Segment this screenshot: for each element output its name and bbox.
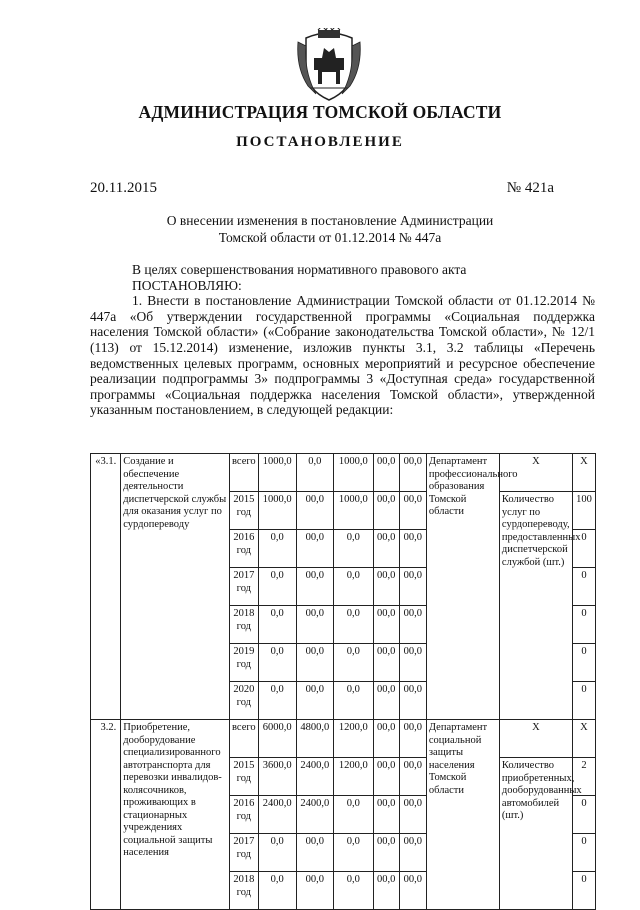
total-amount-cell: 0,0 — [258, 530, 296, 568]
local-amount-cell: 00,0 — [373, 530, 399, 568]
year-cell: 2018 год — [229, 872, 258, 910]
target-value-cell: 0 — [572, 682, 595, 720]
year-cell: 2015 год — [229, 492, 258, 530]
body-intro: В целях совершенствования нормативного правового акта — [132, 262, 467, 277]
block1-indicator-name: Количество услуг по сурдопереводу, предоставленных диспетчерской службой (шт.) — [499, 492, 572, 720]
federal-amount-cell: 4800,0 — [296, 720, 334, 758]
block2-item-number: 3.2. — [91, 720, 121, 910]
doc-number: № 421а — [506, 180, 554, 196]
target-value-cell: 100 — [572, 492, 595, 530]
total-amount-cell: 3600,0 — [258, 758, 296, 796]
year-cell: 2020 год — [229, 682, 258, 720]
total-amount-cell: 1000,0 — [258, 492, 296, 530]
target-value-cell: 0 — [572, 568, 595, 606]
local-amount-cell: 00,0 — [373, 644, 399, 682]
regional-amount-cell: 1200,0 — [334, 720, 374, 758]
other-amount-cell: 00,0 — [399, 720, 426, 758]
year-cell: 2017 год — [229, 834, 258, 872]
local-amount-cell: 00,0 — [373, 872, 399, 910]
regional-amount-cell: 0,0 — [334, 568, 374, 606]
year-cell: всего — [229, 720, 258, 758]
doc-subject — [120, 212, 540, 246]
total-amount-cell: 1000,0 — [258, 454, 296, 492]
local-amount-cell: 00,0 — [373, 606, 399, 644]
regional-amount-cell: 0,0 — [334, 796, 374, 834]
block2-indicator-name: Количество приобретенных, дооборудованных автомобилей (шт.) — [499, 758, 572, 910]
other-amount-cell: 00,0 — [399, 644, 426, 682]
regional-amount-cell: 0,0 — [334, 834, 374, 872]
local-amount-cell: 00,0 — [373, 492, 399, 530]
subject-line-1: О внесении изменения в постановление Администрации — [166, 213, 494, 228]
block1-indicator-header: Х — [499, 454, 572, 492]
regional-amount-cell: 0,0 — [334, 530, 374, 568]
table-row — [91, 720, 596, 758]
coat-of-arms-emblem — [296, 28, 362, 102]
federal-amount-cell: 00,0 — [296, 872, 334, 910]
federal-amount-cell: 2400,0 — [296, 796, 334, 834]
doc-body — [90, 262, 595, 418]
table-row — [91, 454, 596, 492]
block2-item-name: Приобретение, дооборудование специализированного автотранспорта для перевозки инвалидов-колясочников, проживающих в стационарных учреждениях социальной защиты населения — [121, 720, 230, 910]
other-amount-cell: 00,0 — [399, 872, 426, 910]
year-cell: 2016 год — [229, 530, 258, 568]
regional-amount-cell: 0,0 — [334, 644, 374, 682]
local-amount-cell: 00,0 — [373, 796, 399, 834]
federal-amount-cell: 00,0 — [296, 530, 334, 568]
year-cell: 2016 год — [229, 796, 258, 834]
target-value-cell: 0 — [572, 644, 595, 682]
year-cell: 2019 год — [229, 644, 258, 682]
other-amount-cell: 00,0 — [399, 834, 426, 872]
target-value-cell: 0 — [572, 530, 595, 568]
local-amount-cell: 00,0 — [373, 454, 399, 492]
doc-type-heading: ПОСТАНОВЛЕНИЕ — [236, 134, 404, 150]
year-cell: 2017 год — [229, 568, 258, 606]
regional-amount-cell: 0,0 — [334, 682, 374, 720]
subject-line-2: Томской области от 01.12.2014 № 447а — [218, 230, 442, 245]
block1-item-name: Создание и обеспечение деятельности диспетчерской службы для оказания услуг по сурдопереводу — [121, 454, 230, 720]
block2-indicator-header: Х — [499, 720, 572, 758]
org-title: АДМИНИСТРАЦИЯ ТОМСКОЙ ОБЛАСТИ — [138, 102, 502, 122]
local-amount-cell: 00,0 — [373, 834, 399, 872]
regional-amount-cell: 0,0 — [334, 606, 374, 644]
other-amount-cell: 00,0 — [399, 758, 426, 796]
federal-amount-cell: 00,0 — [296, 492, 334, 530]
local-amount-cell: 00,0 — [373, 682, 399, 720]
federal-amount-cell: 00,0 — [296, 682, 334, 720]
body-resolve: ПОСТАНОВЛЯЮ: — [132, 277, 242, 293]
block1-executor: Департамент профессионального образования Томской области — [426, 454, 499, 720]
total-amount-cell: 0,0 — [258, 568, 296, 606]
block2-executor: Департамент социальной защиты населения Томской области — [426, 720, 499, 910]
other-amount-cell: 00,0 — [399, 796, 426, 834]
target-value-cell: 0 — [572, 796, 595, 834]
federal-amount-cell: 0,0 — [296, 454, 334, 492]
total-amount-cell: 0,0 — [258, 872, 296, 910]
local-amount-cell: 00,0 — [373, 568, 399, 606]
federal-amount-cell: 00,0 — [296, 644, 334, 682]
other-amount-cell: 00,0 — [399, 492, 426, 530]
regional-amount-cell: 1000,0 — [334, 492, 374, 530]
target-value-cell: Х — [572, 720, 595, 758]
total-amount-cell: 2400,0 — [258, 796, 296, 834]
doc-date: 20.11.2015 — [90, 180, 157, 196]
target-value-cell: 0 — [572, 834, 595, 872]
year-cell: 2015 год — [229, 758, 258, 796]
regional-amount-cell: 1200,0 — [334, 758, 374, 796]
block1-item-number: «3.1. — [91, 454, 121, 720]
total-amount-cell: 0,0 — [258, 606, 296, 644]
total-amount-cell: 0,0 — [258, 834, 296, 872]
federal-amount-cell: 00,0 — [296, 834, 334, 872]
target-value-cell: 2 — [572, 758, 595, 796]
programs-table — [90, 453, 596, 910]
target-value-cell: 0 — [572, 606, 595, 644]
regional-amount-cell: 1000,0 — [334, 454, 374, 492]
total-amount-cell: 6000,0 — [258, 720, 296, 758]
local-amount-cell: 00,0 — [373, 758, 399, 796]
year-cell: 2018 год — [229, 606, 258, 644]
federal-amount-cell: 00,0 — [296, 606, 334, 644]
other-amount-cell: 00,0 — [399, 530, 426, 568]
year-cell: всего — [229, 454, 258, 492]
coat-of-arms-icon — [296, 28, 362, 102]
other-amount-cell: 00,0 — [399, 682, 426, 720]
federal-amount-cell: 00,0 — [296, 568, 334, 606]
local-amount-cell: 00,0 — [373, 720, 399, 758]
other-amount-cell: 00,0 — [399, 454, 426, 492]
other-amount-cell: 00,0 — [399, 568, 426, 606]
regional-amount-cell: 0,0 — [334, 872, 374, 910]
target-value-cell: 0 — [572, 872, 595, 910]
total-amount-cell: 0,0 — [258, 682, 296, 720]
other-amount-cell: 00,0 — [399, 606, 426, 644]
total-amount-cell: 0,0 — [258, 644, 296, 682]
body-item-1: 1. Внести в постановление Администрации Томской области от 01.12.2014 № 447а «Об утверждении государственной программы «Социальная поддержка населения Томской области» («Собрание законодательства Томской области», № 12/1 (113) от 15.12.2014) изменение, изложив пункты 3.1, 3.2 таблицы «Перечень ведомственных целевых программ, основных мероприятий и ресурсное обеспечение реализации подпрограммы 3» подпрограммы 3 «Доступная среда» государственной программы «Социальная поддержка населения Томской области», утвержденной указанным постановлением, в следующей редакции: — [90, 293, 595, 418]
target-value-cell: Х — [572, 454, 595, 492]
federal-amount-cell: 2400,0 — [296, 758, 334, 796]
